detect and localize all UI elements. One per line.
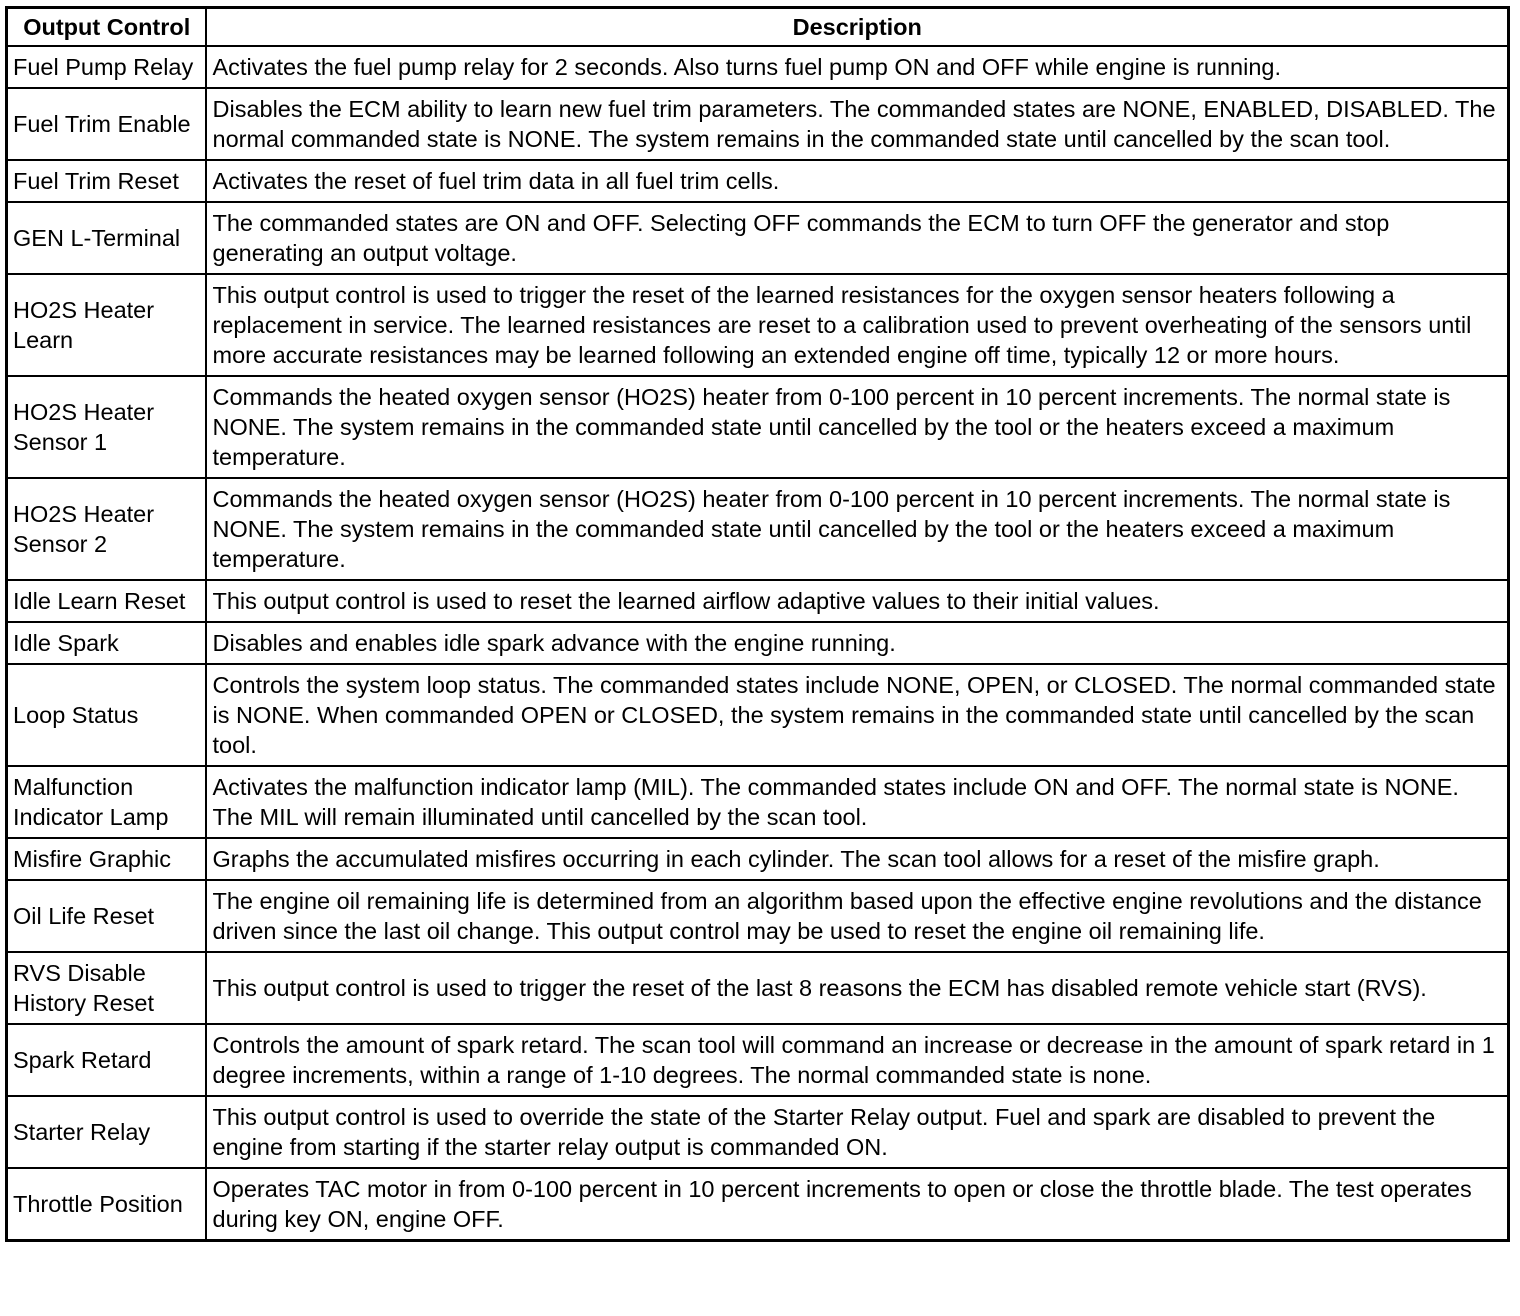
- table-row: [7, 376, 1509, 478]
- output-control-cell: Idle Learn Reset: [7, 580, 206, 622]
- header-row: [7, 8, 1509, 47]
- output-control-cell: Starter Relay: [7, 1096, 206, 1168]
- description-cell: Controls the system loop status. The commanded states include NONE, OPEN, or CLOSED. The normal commanded state is NONE. When commanded OPEN or CLOSED, the system remains in the commanded state until cancelled by the scan tool.: [206, 664, 1509, 766]
- output-control-cell: Oil Life Reset: [7, 880, 206, 952]
- description-cell: Commands the heated oxygen sensor (HO2S) heater from 0-100 percent in 10 percent increments. The normal state is NONE. The system remains in the commanded state until cancelled by the tool or the heaters exceed a maximum temperature.: [206, 478, 1509, 580]
- description-cell: Activates the malfunction indicator lamp (MIL). The commanded states include ON and OFF. The normal state is NONE. The MIL will remain illuminated until cancelled by the scan tool.: [206, 766, 1509, 838]
- table-row: [7, 766, 1509, 838]
- output-control-cell: Throttle Position: [7, 1168, 206, 1241]
- description-cell: The commanded states are ON and OFF. Selecting OFF commands the ECM to turn OFF the generator and stop generating an output voltage.: [206, 202, 1509, 274]
- description-cell: Operates TAC motor in from 0-100 percent in 10 percent increments to open or close the throttle blade. The test operates during key ON, engine OFF.: [206, 1168, 1509, 1241]
- description-cell: Disables the ECM ability to learn new fuel trim parameters. The commanded states are NONE, ENABLED, DISABLED. The normal commanded state is NONE. The system remains in the commanded state until cancelled by the scan tool.: [206, 88, 1509, 160]
- table-row: [7, 478, 1509, 580]
- table-row: [7, 160, 1509, 202]
- output-control-cell: Spark Retard: [7, 1024, 206, 1096]
- table-row: [7, 274, 1509, 376]
- description-cell: This output control is used to trigger the reset of the learned resistances for the oxygen sensor heaters following a replacement in service. The learned resistances are reset to a calibration used to prevent overheating of the sensors until more accurate resistances may be learned following an extended engine off time, typically 12 or more hours.: [206, 274, 1509, 376]
- output-control-cell: Misfire Graphic: [7, 838, 206, 880]
- output-control-cell: Fuel Trim Reset: [7, 160, 206, 202]
- output-control-cell: Loop Status: [7, 664, 206, 766]
- description-cell: Graphs the accumulated misfires occurring in each cylinder. The scan tool allows for a reset of the misfire graph.: [206, 838, 1509, 880]
- output-control-cell: GEN L-Terminal: [7, 202, 206, 274]
- output-control-cell: HO2S Heater Learn: [7, 274, 206, 376]
- table-row: [7, 580, 1509, 622]
- output-control-cell: Idle Spark: [7, 622, 206, 664]
- column-header-output-control: Output Control: [7, 8, 206, 47]
- table-row: [7, 1096, 1509, 1168]
- description-cell: Disables and enables idle spark advance with the engine running.: [206, 622, 1509, 664]
- table-row: [7, 664, 1509, 766]
- table-row: [7, 880, 1509, 952]
- description-cell: The engine oil remaining life is determined from an algorithm based upon the effective engine revolutions and the distance driven since the last oil change. This output control may be used to reset the engine oil remaining life.: [206, 880, 1509, 952]
- description-cell: Controls the amount of spark retard. The scan tool will command an increase or decrease in the amount of spark retard in 1 degree increments, within a range of 1-10 degrees. The normal commanded state is none.: [206, 1024, 1509, 1096]
- output-control-cell: Fuel Trim Enable: [7, 88, 206, 160]
- description-cell: This output control is used to reset the learned airflow adaptive values to their initial values.: [206, 580, 1509, 622]
- table-row: [7, 46, 1509, 88]
- output-controls-table: [5, 6, 1510, 1242]
- table-row: [7, 952, 1509, 1024]
- table-row: [7, 88, 1509, 160]
- table-row: [7, 838, 1509, 880]
- output-control-cell: RVS Disable History Reset: [7, 952, 206, 1024]
- description-cell: Activates the reset of fuel trim data in all fuel trim cells.: [206, 160, 1509, 202]
- table-row: [7, 1024, 1509, 1096]
- table-body: [7, 46, 1509, 1241]
- description-cell: Activates the fuel pump relay for 2 seconds. Also turns fuel pump ON and OFF while engine is running.: [206, 46, 1509, 88]
- column-header-description: Description: [206, 8, 1509, 47]
- description-cell: This output control is used to override the state of the Starter Relay output. Fuel and spark are disabled to prevent the engine from starting if the starter relay output is commanded ON.: [206, 1096, 1509, 1168]
- description-cell: This output control is used to trigger the reset of the last 8 reasons the ECM has disabled remote vehicle start (RVS).: [206, 952, 1509, 1024]
- output-control-cell: Malfunction Indicator Lamp: [7, 766, 206, 838]
- table-row: [7, 202, 1509, 274]
- description-cell: Commands the heated oxygen sensor (HO2S) heater from 0-100 percent in 10 percent increments. The normal state is NONE. The system remains in the commanded state until cancelled by the tool or the heaters exceed a maximum temperature.: [206, 376, 1509, 478]
- output-control-cell: Fuel Pump Relay: [7, 46, 206, 88]
- output-control-cell: HO2S Heater Sensor 1: [7, 376, 206, 478]
- output-control-cell: HO2S Heater Sensor 2: [7, 478, 206, 580]
- table-row: [7, 1168, 1509, 1241]
- table-row: [7, 622, 1509, 664]
- output-controls-table-container: [5, 6, 1507, 1242]
